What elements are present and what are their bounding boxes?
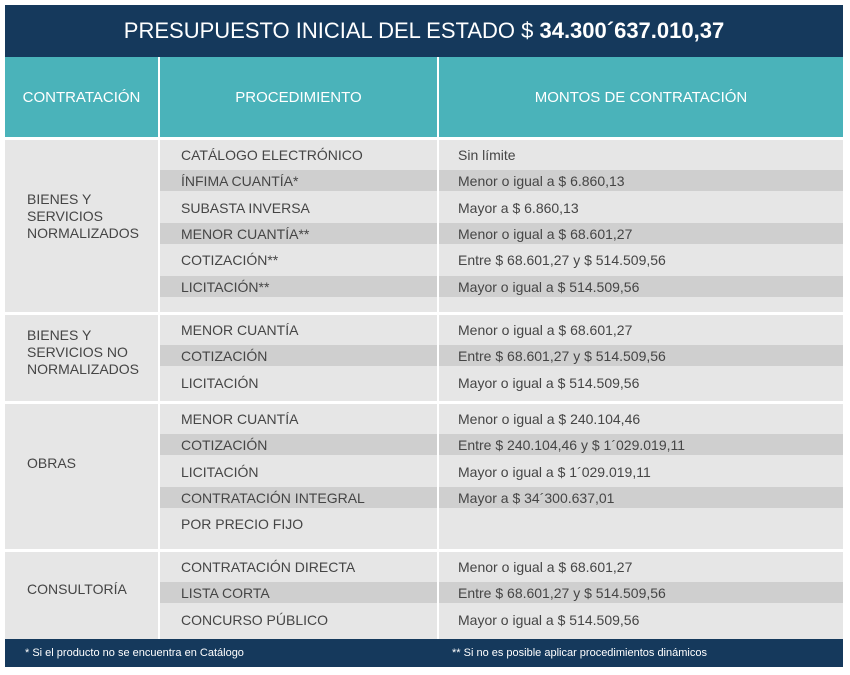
procedure-name: COTIZACIÓN** [181, 252, 279, 269]
header-procedimiento: PROCEDIMIENTO [160, 57, 437, 137]
amount-range: Menor o igual a $ 68.601,27 [458, 559, 633, 575]
procedure-name: LICITACIÓN [181, 463, 259, 480]
procedure-name: MENOR CUANTÍA [181, 322, 299, 338]
budget-table [5, 5, 843, 667]
category-label-line: NORMALIZADOS [27, 225, 140, 241]
amount-range: Sin límite [458, 147, 516, 163]
amount-range: Menor o igual a $ 68.601,27 [458, 322, 633, 338]
category-label [27, 191, 139, 242]
category-label-line: SERVICIOS [27, 208, 103, 224]
row-group-divider [5, 549, 843, 552]
amount-range: Mayor o igual a $ 1´029.019,11 [458, 463, 651, 480]
category-label-line: BIENES Y [27, 327, 92, 343]
procedure-name: CATÁLOGO ELECTRÓNICO [181, 147, 363, 163]
amount-range: Menor o igual a $ 240.104,46 [458, 411, 641, 427]
category-label-line: CONSULTORÍA [27, 581, 127, 597]
procedure-name: COTIZACIÓN [181, 348, 268, 365]
procedure-name: CONTRATACIÓN DIRECTA [181, 559, 356, 575]
category-label-line: SERVICIOS NO [27, 344, 128, 360]
category-label [27, 455, 76, 472]
header-contratacion: CONTRATACIÓN [5, 57, 158, 137]
amount-range: Entre $ 68.601,27 y $ 514.509,56 [458, 348, 666, 365]
amount-range: Entre $ 68.601,27 y $ 514.509,56 [458, 585, 666, 602]
category-label-line: NORMALIZADOS [27, 361, 140, 377]
amount-range: Menor o igual a $ 6.860,13 [458, 173, 625, 190]
procedure-name: MENOR CUANTÍA** [181, 225, 310, 242]
procedure-name: POR PRECIO FIJO [181, 516, 304, 533]
procedure-name: MENOR CUANTÍA [181, 411, 299, 427]
row-group-divider [5, 401, 843, 404]
footnotes [5, 639, 843, 667]
amount-range: Menor o igual a $ 68.601,27 [458, 225, 633, 242]
amount-range: Mayor o igual a $ 514.509,56 [458, 611, 640, 628]
row-group-divider [5, 312, 843, 315]
amount-range: Mayor a $ 34´300.637,01 [458, 489, 615, 506]
amount-range: Mayor o igual a $ 514.509,56 [458, 278, 640, 295]
procedure-name: LICITACIÓN** [181, 278, 270, 295]
row-group-divider [5, 137, 843, 140]
category-label [27, 327, 139, 378]
table-title: PRESUPUESTO INICIAL DEL ESTADO $ 34.300´637.010,37 [5, 5, 843, 57]
procedure-name: SUBASTA INVERSA [181, 199, 310, 216]
category-label-line: OBRAS [27, 455, 77, 471]
amount-range: Mayor o igual a $ 514.509,56 [458, 374, 640, 391]
footnote-right: ** Si no es posible aplicar procedimientos dinámicos [452, 647, 707, 659]
category-label [27, 581, 127, 598]
budget-amount: 34.300´637.010,37 [539, 18, 725, 43]
header-montos: MONTOS DE CONTRATACIÓN [439, 57, 843, 137]
procedure-name: ÍNFIMA CUANTÍA* [181, 173, 299, 190]
procedure-name: CONTRATACIÓN INTEGRAL [181, 489, 365, 506]
procedure-name: LISTA CORTA [181, 585, 270, 602]
amount-range: Entre $ 68.601,27 y $ 514.509,56 [458, 252, 666, 269]
amount-range: Mayor a $ 6.860,13 [458, 199, 579, 216]
footnote-left: * Si el producto no se encuentra en Catálogo [25, 647, 244, 659]
category-label-line: BIENES Y [27, 191, 92, 207]
column-divider [158, 57, 160, 639]
procedure-name: COTIZACIÓN [181, 437, 268, 454]
amount-range: Entre $ 240.104,46 y $ 1´029.019,11 [458, 437, 686, 454]
procedure-name: LICITACIÓN [181, 374, 259, 391]
column-divider [437, 57, 439, 639]
procedure-name: CONCURSO PÚBLICO [181, 611, 329, 628]
